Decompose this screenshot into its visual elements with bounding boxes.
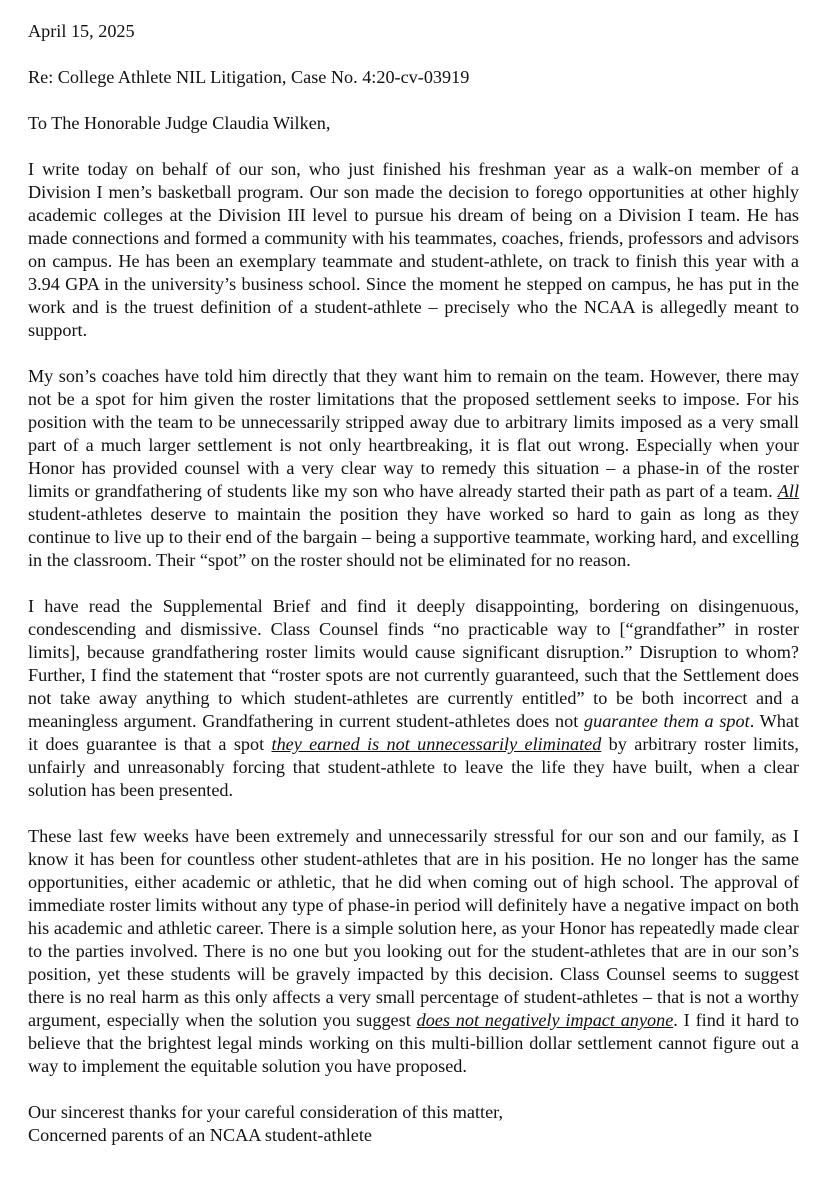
paragraph-2-text-b: student-athletes deserve to maintain the position they have worked so hard to gain as long as they continue to live up to their end of the bargain – being a supportive teammate, working hard, and excelling in the classroom. Their “spot” on the roster should not be eliminated for no reason. <box>28 504 799 570</box>
paragraph-3-text-b: . What it does guarantee is that a spot <box>28 711 800 754</box>
letter-salutation: To The Honorable Judge Claudia Wilken, <box>28 113 331 133</box>
paragraph-2-text-a: My son’s coaches have told him directly that they want him to remain on the team. However, there may not be a spot for him given the roster limitations that the proposed settlement seeks to impose. For his position with the team to be unnecessarily stripped away due to arbitrary limits imposed as a very small part of a much larger settlement is not only heartbreaking, it is flat out wrong. Especially when your Honor has provided counsel with a very clear way to remedy this situation – a phase-in of the roster limits or grandfathering of students like my son who have already started their path as part of a team. <box>28 366 799 501</box>
paragraph-3-text-c: by arbitrary roster limits, unfairly and unreasonably forcing that student-athlete to leave the life they have built, when a clear solution has been presented. <box>28 734 799 800</box>
paragraph-4-text-b: . I find it hard to believe that the brightest legal minds working on this multi-billion dollar settlement cannot figure out a way to implement the equitable solution you have proposed. <box>28 1010 799 1076</box>
paragraph-4-emphasis-negative: does not negatively impact anyone <box>416 1010 674 1030</box>
letter-closing: Our sincerest thanks for your careful consideration of this matter, <box>28 1102 504 1122</box>
paragraph-2-emphasis-all: All <box>777 481 799 501</box>
paragraph-4-text-a: These last few weeks have been extremely and unnecessarily stressful for our son and our family, as I know it has been for countless other student-athletes that are in his position. He no longer has the same opportunities, either academic or athletic, that he did when coming out of high school. The approval of immediate roster limits without any type of phase-in period will definitely have a negative impact on both his academic and athletic career. There is a simple solution here, as your Honor has repeatedly made clear to the parties involved. There is no one but you looking out for the student-athletes that are in our son’s position, yet these students will be gravely impacted by this decision. Class Counsel seems to suggest there is no real harm as this only affects a very small percentage of student-athletes – that is not a worthy argument, especially when the solution you suggest <box>28 826 799 1030</box>
paragraph-2 <box>28 365 799 572</box>
paragraph-4 <box>28 825 799 1078</box>
letter-re-line: Re: College Athlete NIL Litigation, Case No. 4:20-cv-03919 <box>28 67 470 87</box>
paragraph-3 <box>28 595 799 802</box>
paragraph-3-emphasis-guarantee: guarantee them a spot <box>584 711 750 731</box>
letter-signature: Concerned parents of an NCAA student-athlete <box>28 1125 372 1145</box>
paragraph-1: I write today on behalf of our son, who just finished his freshman year as a walk-on member of a Division I men’s basketball program. Our son made the decision to forego opportunities at other highly academic colleges at the Division III level to pursue his dream of being on a Division I team. He has made connections and formed a community with his teammates, coaches, friends, professors and advisors on campus. He has been an exemplary teammate and student-athlete, on track to finish this year with a 3.94 GPA in the university’s business school. Since the moment he stepped on campus, he has put in the work and is the truest definition of a student-athlete – precisely who the NCAA is allegedly meant to support. <box>28 159 799 340</box>
letter-date: April 15, 2025 <box>28 21 135 41</box>
paragraph-3-text-a: I have read the Supplemental Brief and find it deeply disappointing, bordering on disingenuous, condescending and dismissive. Class Counsel finds “no practicable way to [“grandfather” in roster limits], because grandfathering roster limits would cause significant disruption.” Disruption to whom? Further, I find the statement that “roster spots are not currently guaranteed, such that the Settlement does not take away anything to which student-athletes are currently entitled” to be both incorrect and a meaningless argument. Grandfathering in current student-athletes does not <box>28 596 799 731</box>
letter-document <box>28 20 799 1147</box>
paragraph-3-emphasis-earned: they earned is not unnecessarily eliminated <box>271 734 602 754</box>
